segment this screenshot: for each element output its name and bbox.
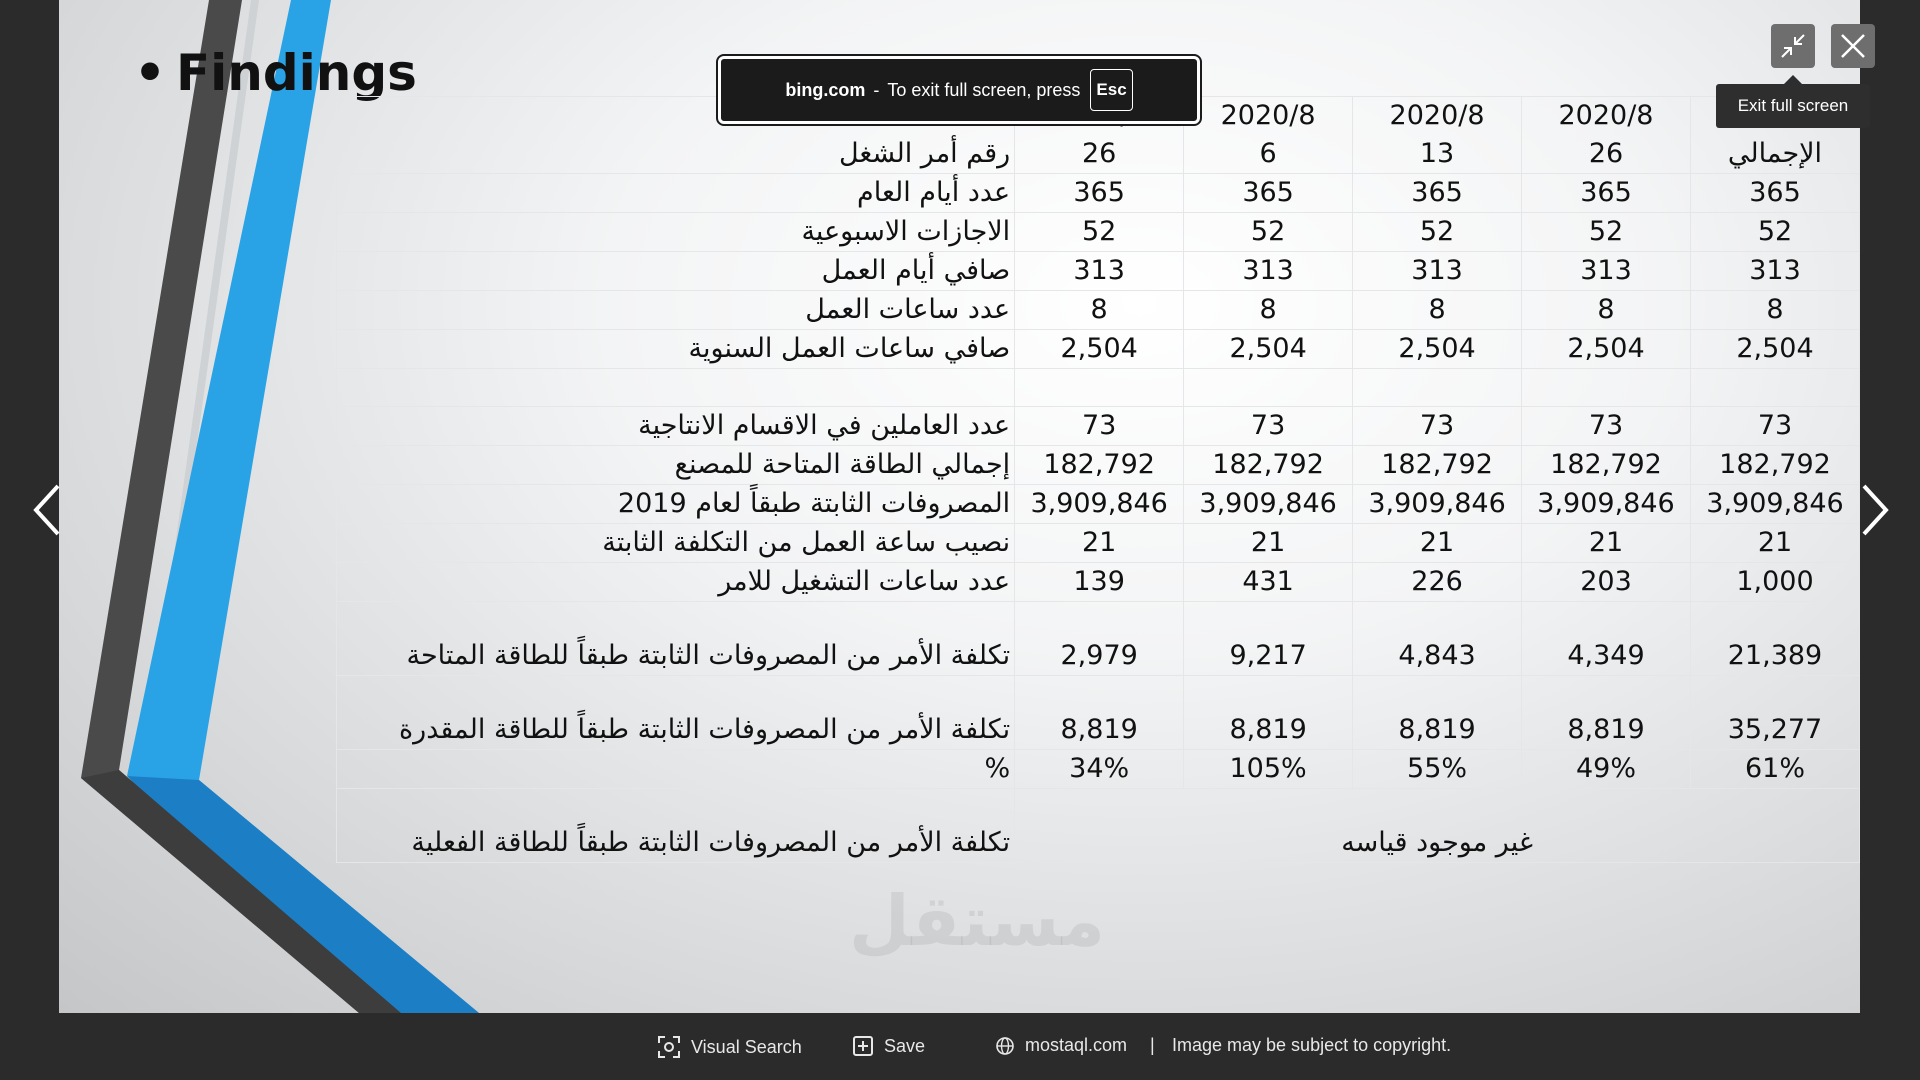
cell-value: 61% xyxy=(1690,750,1859,789)
cell-value: 365 xyxy=(1690,174,1859,213)
banner-site: bing.com xyxy=(785,79,866,100)
row-label: % xyxy=(337,750,1015,789)
cell-value: 8,819 xyxy=(1522,676,1691,750)
cell-value: 4,349 xyxy=(1522,602,1691,676)
cell-value: 365 xyxy=(1353,174,1522,213)
merged-cell-value: غير موجود قياسه xyxy=(1015,789,1860,863)
cell-value: 365 xyxy=(1522,174,1691,213)
chevron-left-icon[interactable] xyxy=(30,480,70,540)
cell-value: 73 xyxy=(1522,407,1691,446)
globe-icon xyxy=(995,1036,1015,1056)
table-row xyxy=(337,174,1860,213)
close-icon xyxy=(1839,32,1867,60)
cell-value: 139 xyxy=(1015,563,1184,602)
exit-fullscreen-icon xyxy=(1780,33,1806,59)
cell-value: 2020/8 6 xyxy=(1184,97,1353,174)
esc-key: Esc xyxy=(1090,69,1132,111)
table-row xyxy=(337,369,1860,407)
cell-value: 8 xyxy=(1184,291,1353,330)
save-label: Save xyxy=(884,1035,926,1056)
copyright-notice: Image may be subject to copyright. xyxy=(1172,1035,1452,1055)
table-row xyxy=(337,252,1860,291)
cell-value: 365 xyxy=(1184,174,1353,213)
cell-value: 8,819 xyxy=(1015,676,1184,750)
cell-value: 3,909,846 xyxy=(1690,485,1859,524)
table-row xyxy=(337,602,1860,676)
cell-value: 2020/8 13 xyxy=(1353,97,1522,174)
chevron-right-icon[interactable] xyxy=(1852,480,1892,540)
visual-search-label: Visual Search xyxy=(691,1036,802,1057)
cell-value: 2,504 xyxy=(1184,330,1353,369)
row-label: عدد ساعات العمل xyxy=(337,291,1015,330)
cell-value: 26 xyxy=(1015,97,1184,174)
table-row xyxy=(337,330,1860,369)
cell-value: 226 xyxy=(1353,563,1522,602)
row-label: عدد العاملين في الاقسام الانتاجية xyxy=(337,407,1015,446)
source-link[interactable] xyxy=(995,1035,1127,1056)
row-label: صافي ساعات العمل السنوية xyxy=(337,330,1015,369)
slide-image xyxy=(59,0,1860,1013)
cell-value: 21 xyxy=(1353,524,1522,563)
cell-value: 2,504 xyxy=(1353,330,1522,369)
row-label: المصروفات الثابتة طبقاً لعام 2019 xyxy=(337,485,1015,524)
table-row xyxy=(337,524,1860,563)
cell-value: 73 xyxy=(1690,407,1859,446)
visual-search-button[interactable] xyxy=(657,1035,802,1059)
cell-value: 313 xyxy=(1184,252,1353,291)
cell-value: 3,909,846 xyxy=(1015,485,1184,524)
cell-value: 105% xyxy=(1184,750,1353,789)
cell-value: 21,389 xyxy=(1690,602,1859,676)
cell-value: 49% xyxy=(1522,750,1691,789)
row-label: الاجازات الاسبوعية xyxy=(337,213,1015,252)
cell-value: 182,792 xyxy=(1015,446,1184,485)
cell-value: 21 xyxy=(1690,524,1859,563)
visual-search-icon xyxy=(657,1035,681,1059)
cell-value: 8,819 xyxy=(1353,676,1522,750)
row-label: تكلفة الأمر من المصروفات الثابتة طبقاً للطاقة الفعلية xyxy=(337,789,1015,863)
table-row xyxy=(337,213,1860,252)
cell-value: 365 xyxy=(1015,174,1184,213)
table-row xyxy=(337,750,1860,789)
cell-value: 52 xyxy=(1353,213,1522,252)
bottom-divider: | xyxy=(1150,1035,1155,1055)
cell-value: 2,504 xyxy=(1690,330,1859,369)
cell-value: 2,504 xyxy=(1015,330,1184,369)
row-label: إجمالي الطاقة المتاحة للمصنع xyxy=(337,446,1015,485)
row-label xyxy=(337,369,1015,407)
table-row xyxy=(337,485,1860,524)
row-label: عدد ساعات التشغيل للامر xyxy=(337,563,1015,602)
watermark: مستقل xyxy=(849,880,1106,962)
cell-value xyxy=(1184,369,1353,407)
close-button[interactable] xyxy=(1831,24,1875,68)
cell-value: 4,843 xyxy=(1353,602,1522,676)
cell-value: 2,504 xyxy=(1522,330,1691,369)
row-label: نصيب ساعة العمل من التكلفة الثابتة xyxy=(337,524,1015,563)
cell-value: 52 xyxy=(1522,213,1691,252)
cell-value: 1,000 xyxy=(1690,563,1859,602)
cell-value: 3,909,846 xyxy=(1522,485,1691,524)
cell-value: 431 xyxy=(1184,563,1353,602)
cell-value xyxy=(1690,369,1859,407)
exit-fullscreen-button[interactable] xyxy=(1771,24,1815,68)
cell-value: 73 xyxy=(1184,407,1353,446)
cell-value xyxy=(1353,369,1522,407)
table-row xyxy=(337,563,1860,602)
cell-value: 34% xyxy=(1015,750,1184,789)
cell-value: 55% xyxy=(1353,750,1522,789)
slide-title: • Findings xyxy=(134,44,417,102)
cell-value: 73 xyxy=(1353,407,1522,446)
banner-message: To exit full screen, press xyxy=(887,79,1081,100)
cell-value: 313 xyxy=(1690,252,1859,291)
row-label: تكلفة الأمر من المصروفات الثابتة طبقاً للطاقة المقدرة xyxy=(337,676,1015,750)
cell-value: 8,819 xyxy=(1184,676,1353,750)
cell-value: 52 xyxy=(1015,213,1184,252)
cell-value: 21 xyxy=(1015,524,1184,563)
cell-value: 21 xyxy=(1184,524,1353,563)
cell-value: 52 xyxy=(1184,213,1353,252)
cell-value: 9,217 xyxy=(1184,602,1353,676)
row-label: صافي أيام العمل xyxy=(337,252,1015,291)
source-label: mostaql.com xyxy=(1025,1035,1128,1055)
table-row xyxy=(337,407,1860,446)
cell-value: 203 xyxy=(1522,563,1691,602)
findings-table xyxy=(336,96,1860,863)
banner-separator: - xyxy=(873,79,880,100)
cell-value: 52 xyxy=(1690,213,1859,252)
cell-value: 73 xyxy=(1015,407,1184,446)
bottom-bar xyxy=(0,1013,1920,1080)
cell-value: 182,792 xyxy=(1690,446,1859,485)
cell-value: 182,792 xyxy=(1184,446,1353,485)
cell-value xyxy=(1522,369,1691,407)
cell-value: 3,909,846 xyxy=(1184,485,1353,524)
cell-value: 313 xyxy=(1015,252,1184,291)
exit-fullscreen-tooltip: Exit full screen xyxy=(1716,84,1870,128)
row-label: تكلفة الأمر من المصروفات الثابتة طبقاً للطاقة المتاحة xyxy=(337,602,1015,676)
fullscreen-banner xyxy=(718,56,1200,124)
cell-value: 8 xyxy=(1690,291,1859,330)
cell-value: 182,792 xyxy=(1353,446,1522,485)
cell-value: 21 xyxy=(1522,524,1691,563)
table-row xyxy=(337,676,1860,750)
cell-value: الإجمالي xyxy=(1690,97,1859,174)
cell-value: 2020/8 26 xyxy=(1522,97,1691,174)
cell-value: 3,909,846 xyxy=(1353,485,1522,524)
cell-value: 8 xyxy=(1353,291,1522,330)
table-row xyxy=(337,291,1860,330)
cell-value: 35,277 xyxy=(1690,676,1859,750)
cell-value xyxy=(1015,369,1184,407)
cell-value: 182,792 xyxy=(1522,446,1691,485)
save-icon xyxy=(852,1035,874,1057)
cell-value: 313 xyxy=(1353,252,1522,291)
table-row xyxy=(337,446,1860,485)
cell-value: 8 xyxy=(1522,291,1691,330)
save-button[interactable] xyxy=(852,1035,925,1057)
cell-value: 8 xyxy=(1015,291,1184,330)
cell-value: 313 xyxy=(1522,252,1691,291)
row-label: رقم أمر الشغل xyxy=(337,97,1015,174)
row-label: عدد أيام العام xyxy=(337,174,1015,213)
cell-value: 2,979 xyxy=(1015,602,1184,676)
table-row-last xyxy=(337,789,1860,863)
